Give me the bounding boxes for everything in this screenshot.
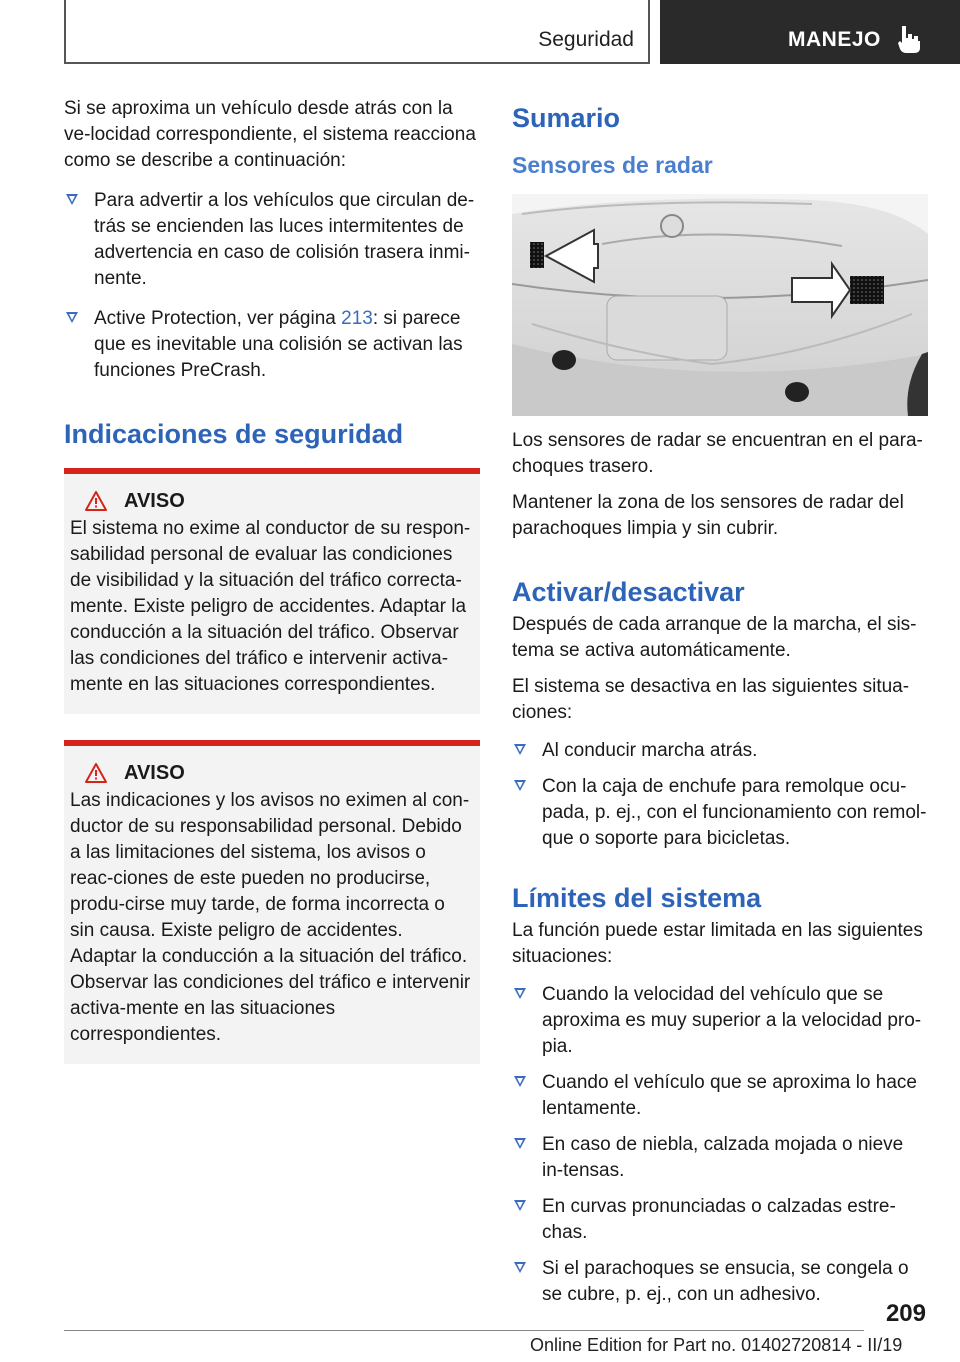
sumario-heading: Sumario [512, 103, 621, 133]
right-column [512, 96, 928, 1308]
header-chapter-label: MANEJO [788, 28, 881, 51]
list-item: Para advertir a los vehículos que circulan de-trás se encienden las luces intermitentes de advertencia en caso de colisión trasera inmi-nente. [64, 188, 480, 292]
header-section-tab [64, 0, 650, 64]
triangle-bullet-icon [514, 988, 526, 999]
car-rear-radar-image [512, 194, 928, 416]
sensores-paragraph: Los sensores de radar se encuentran en el para-choques trasero. [512, 430, 923, 477]
safety-heading: Indicaciones de seguridad [64, 419, 404, 449]
triangle-bullet-icon [514, 1138, 526, 1149]
list-item: Cuando el vehículo que se aproxima lo hace lentamente. [512, 1070, 928, 1122]
sensores-heading: Sensores de radar [512, 152, 713, 178]
footer-divider [64, 1330, 864, 1331]
triangle-bullet-icon [514, 1076, 526, 1087]
triangle-bullet-icon [514, 780, 526, 791]
warning-triangle-icon [84, 762, 108, 784]
triangle-bullet-icon [66, 312, 78, 323]
hand-pointer-icon [896, 24, 922, 54]
header-section-label: Seguridad [538, 28, 634, 51]
list-item: En caso de niebla, calzada mojada o nieve in-tensas. [512, 1132, 928, 1184]
list-item: Cuando la velocidad del vehículo que se aproxima es muy superior a la velocidad pro-pia. [512, 982, 928, 1060]
header-chapter-tab [660, 0, 960, 64]
warning-box [64, 740, 480, 1064]
warning-triangle-icon [84, 490, 108, 512]
footer-edition: Online Edition for Part no. 01402720814 - II/19 [530, 1335, 903, 1355]
list-item: Al conducir marcha atrás. [512, 738, 928, 764]
list-item: Si el parachoques se ensucia, se congela o se cubre, p. ej., con un adhesivo. [512, 1256, 928, 1308]
triangle-bullet-icon [514, 1262, 526, 1273]
page-link[interactable]: 213 [341, 308, 373, 329]
intro-paragraph: Si se aproxima un vehículo desde atrás con la ve-locidad correspondiente, el sistema reacciona como se describe a continuación: [64, 98, 476, 171]
triangle-bullet-icon [514, 744, 526, 755]
sensores-paragraph: Mantener la zona de los sensores de radar del parachoques limpia y sin cubrir. [512, 492, 904, 539]
left-column [64, 96, 480, 1064]
warning-title: AVISO [124, 761, 185, 784]
warning-text: El sistema no exime al conductor de su respon-sabilidad personal de evaluar las condiciones de visibilidad y la situación del tráfico correcta-mente. Existe peligro de accidentes. Adaptar la conducción a la situación del tráfico. Observar las condiciones del tráfico e intervenir activa-mente en las situaciones correspondientes. [70, 518, 471, 695]
list-item: En curvas pronunciadas o calzadas estre-chas. [512, 1194, 928, 1246]
list-item: Con la caja de enchufe para remolque ocu-pada, p. ej., con el funcionamiento con remol-que o soporte para bicicletas. [512, 774, 928, 852]
warning-box [64, 468, 480, 714]
limites-heading: Límites del sistema [512, 883, 762, 913]
limites-paragraph: La función puede estar limitada en las siguientes situaciones: [512, 920, 923, 967]
activar-paragraph: Después de cada arranque de la marcha, el sis-tema se activa automáticamente. [512, 614, 917, 661]
list-item: Active Protection, ver página 213: si parece que es inevitable una colisión se activan las funciones PreCrash. [64, 306, 480, 384]
triangle-bullet-icon [66, 194, 78, 205]
triangle-bullet-icon [514, 1200, 526, 1211]
page-number: 209 [885, 1300, 926, 1327]
activar-paragraph: El sistema se desactiva en las siguientes situa-ciones: [512, 676, 910, 723]
activar-heading: Activar/desactivar [512, 577, 745, 607]
warning-text: Las indicaciones y los avisos no eximen al con-ductor de su responsabilidad personal. Debido a las limitaciones del sistema, los avisos o reac-ciones de este pueden no producirse, produ-cirse muy tarde, de forma incorrecta o sin causa. Existe peligro de accidentes. Adaptar la conducción a la situación del tráfico. Observar las condiciones del tráfico e intervenir activa-mente en las situaciones correspondientes. [70, 790, 471, 1045]
warning-title: AVISO [124, 489, 185, 512]
